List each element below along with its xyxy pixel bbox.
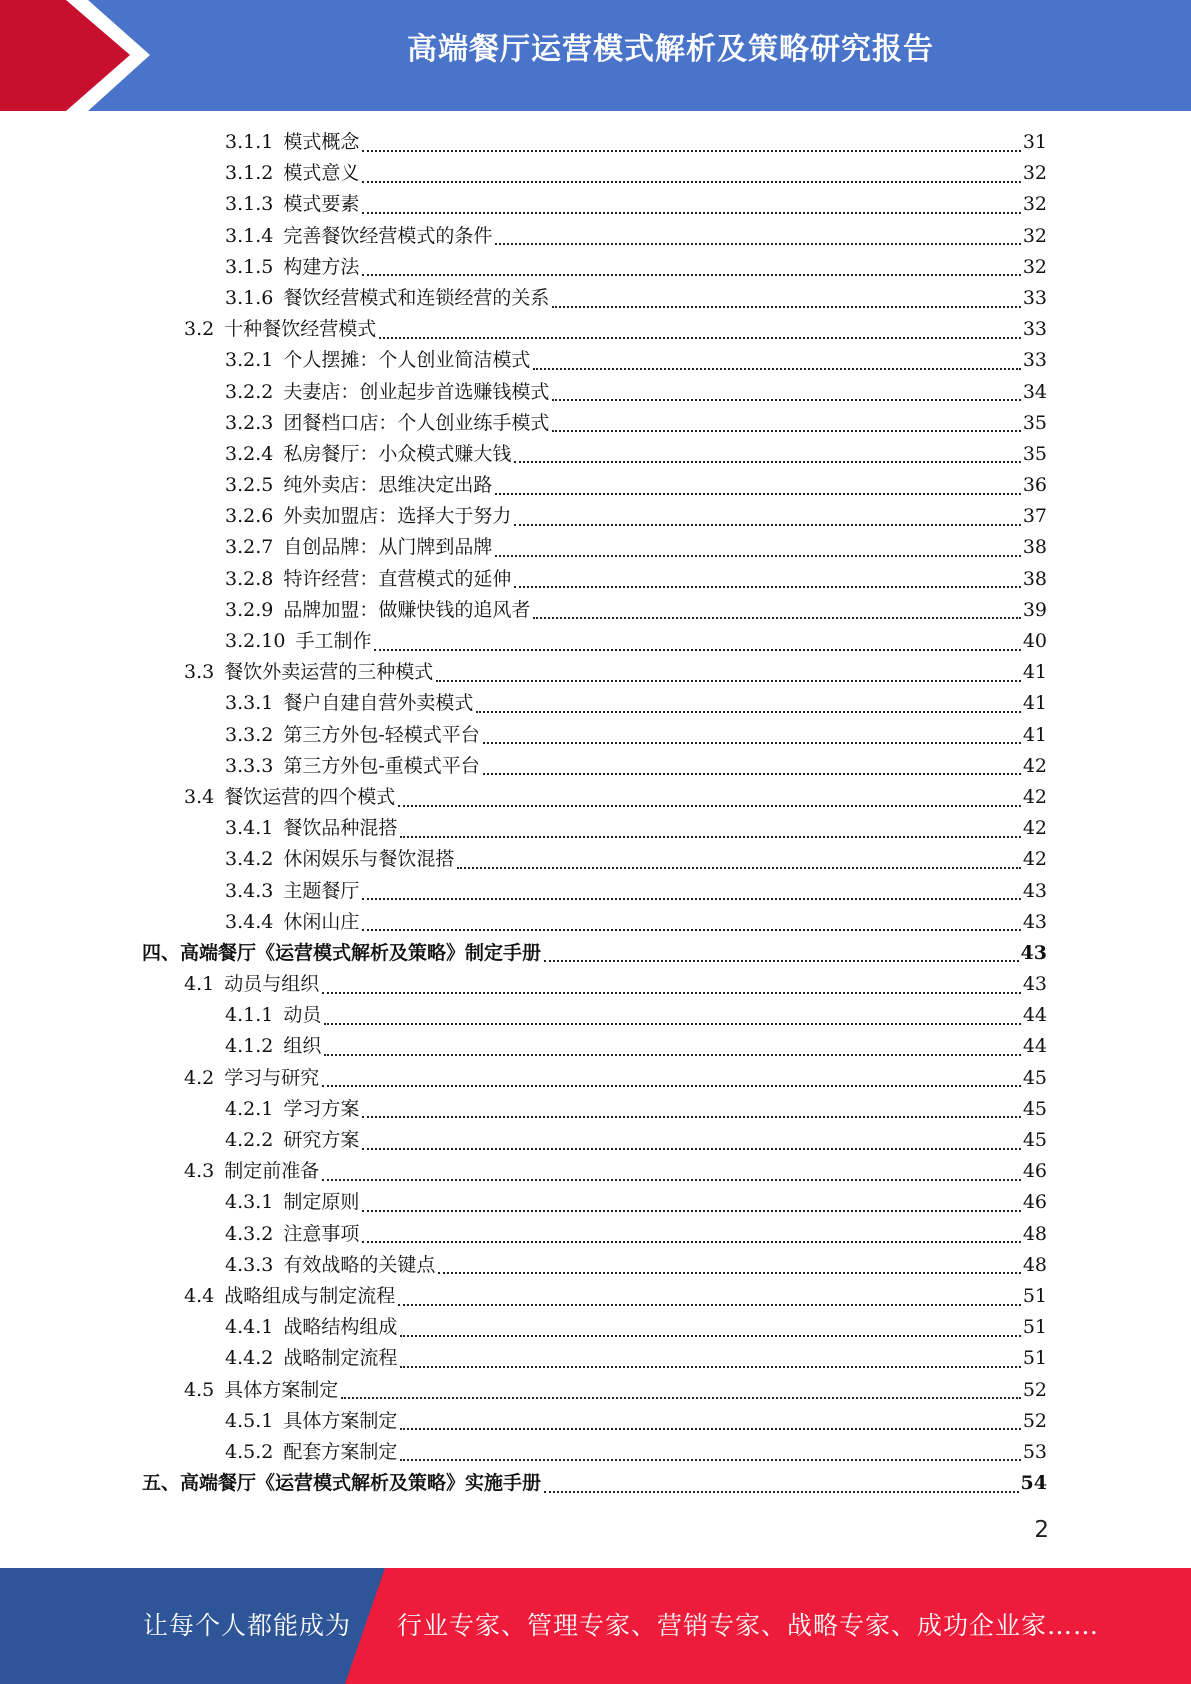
toc-entry-label xyxy=(225,876,359,907)
toc-entry-page: 42 xyxy=(1022,848,1047,871)
toc-entry[interactable] xyxy=(0,1125,1191,1156)
toc-dot-leader xyxy=(483,773,1021,775)
toc-entry-label xyxy=(225,158,359,189)
toc-entry-page: 45 xyxy=(1022,1066,1047,1089)
toc-dot-leader xyxy=(400,1366,1020,1368)
toc-entry-page: 42 xyxy=(1022,817,1047,840)
toc-entry-title: 模式要素 xyxy=(283,193,360,216)
toc-entry-page: 46 xyxy=(1022,1191,1047,1214)
toc-entry-label xyxy=(225,1219,359,1250)
toc-entry-title: 私房餐厅：小众模式赚大钱 xyxy=(283,442,512,465)
toc-entry-page: 33 xyxy=(1022,318,1047,341)
toc-entry-label xyxy=(225,688,473,719)
toc-dot-leader xyxy=(379,337,1021,339)
toc-entry[interactable] xyxy=(0,688,1191,719)
toc-entry-title: 具体方案制定 xyxy=(283,1409,398,1432)
toc-entry[interactable] xyxy=(0,189,1191,220)
toc-dot-leader xyxy=(400,1335,1020,1337)
toc-entry[interactable] xyxy=(0,283,1191,314)
toc-entry-page: 54 xyxy=(1020,1472,1047,1495)
toc-entry-page: 38 xyxy=(1022,567,1047,590)
toc-entry-title: 动员 xyxy=(283,1004,322,1027)
toc-entry-number: 3.1.2 xyxy=(225,162,274,185)
toc-dot-leader xyxy=(457,867,1020,869)
toc-entry-title: 第三方外包-重模式平台 xyxy=(283,754,480,777)
toc-entry-title: 五、高端餐厅《运营模式解析及策略》实施手册 xyxy=(142,1472,542,1495)
toc-entry[interactable] xyxy=(0,1000,1191,1031)
toc-entry-page: 51 xyxy=(1022,1284,1047,1307)
toc-entry-page: 44 xyxy=(1022,1035,1047,1058)
toc-entry[interactable] xyxy=(0,377,1191,408)
toc-entry[interactable] xyxy=(0,221,1191,252)
toc-entry-title: 学习方案 xyxy=(283,1097,360,1120)
toc-entry-label xyxy=(225,283,549,314)
toc-entry-page: 48 xyxy=(1022,1222,1047,1245)
toc-entry-title: 夫妻店：创业起步首选赚钱模式 xyxy=(283,380,550,403)
toc-entry-label xyxy=(225,1094,359,1125)
toc-entry-number: 4.1 xyxy=(184,973,215,996)
toc-entry-page: 42 xyxy=(1022,754,1047,777)
toc-entry-title: 模式意义 xyxy=(283,162,360,185)
toc-entry-page: 32 xyxy=(1022,193,1047,216)
toc-entry-label xyxy=(184,1063,319,1094)
toc-entry-number: 3.3 xyxy=(184,661,215,684)
toc-entry-page: 40 xyxy=(1022,630,1047,652)
toc-entry-number: 3.4 xyxy=(184,785,215,808)
toc-entry[interactable] xyxy=(0,1094,1191,1125)
toc-entry-title: 主题餐厅 xyxy=(283,879,360,902)
toc-entry-label xyxy=(142,938,541,969)
toc-entry-label xyxy=(225,189,359,220)
toc-entry[interactable] xyxy=(0,1468,1191,1499)
toc-entry-title: 餐饮运营的四个模式 xyxy=(224,785,396,808)
toc-entry-title: 第三方外包-轻模式平台 xyxy=(283,723,480,746)
toc-entry[interactable] xyxy=(0,1250,1191,1281)
toc-dot-leader xyxy=(322,992,1021,994)
toc-entry-page: 52 xyxy=(1022,1409,1047,1432)
toc-entry-label xyxy=(225,844,454,875)
toc-entry-number: 3.2.9 xyxy=(225,598,274,621)
toc-dot-leader xyxy=(322,1179,1021,1181)
table-of-contents xyxy=(0,127,1191,1499)
toc-entry-number: 3.1.6 xyxy=(225,286,274,309)
toc-dot-leader xyxy=(362,1116,1020,1118)
toc-entry-label xyxy=(225,907,359,938)
toc-dot-leader xyxy=(552,399,1020,401)
toc-entry-page: 43 xyxy=(1022,973,1047,996)
toc-entry-number: 3.4.4 xyxy=(225,910,274,933)
toc-entry[interactable] xyxy=(0,1343,1191,1374)
toc-entry[interactable] xyxy=(0,907,1191,938)
toc-entry-page: 46 xyxy=(1022,1160,1047,1183)
toc-entry-number: 3.4.2 xyxy=(225,848,274,871)
toc-entry-title: 团餐档口店：个人创业练手模式 xyxy=(283,411,550,434)
toc-entry-label xyxy=(225,1000,321,1031)
toc-entry-title: 四、高端餐厅《运营模式解析及策略》制定手册 xyxy=(142,941,542,964)
toc-entry-label xyxy=(225,720,480,751)
toc-entry-title: 自创品牌：从门牌到品牌 xyxy=(283,536,493,559)
toc-entry-title: 学习与研究 xyxy=(224,1066,320,1089)
toc-entry[interactable] xyxy=(0,720,1191,751)
report-title: 高端餐厅运营模式解析及策略研究报告 xyxy=(407,32,934,67)
toc-dot-leader xyxy=(398,805,1021,807)
toc-entry-title: 休闲娱乐与餐饮混搭 xyxy=(283,848,455,871)
toc-entry-label xyxy=(225,1312,397,1343)
toc-entry-number: 3.2.6 xyxy=(225,505,274,528)
toc-entry-page: 37 xyxy=(1022,505,1047,528)
toc-dot-leader xyxy=(483,742,1021,744)
toc-entry-page: 36 xyxy=(1022,474,1047,497)
toc-entry-number: 4.3.2 xyxy=(225,1222,274,1245)
toc-dot-leader xyxy=(362,212,1020,214)
toc-entry-label xyxy=(225,564,511,595)
toc-entry-title: 纯外卖店：思维决定出路 xyxy=(283,474,493,497)
toc-dot-leader xyxy=(436,680,1021,682)
page-number: 2 xyxy=(1034,1517,1049,1543)
toc-entry[interactable] xyxy=(0,252,1191,283)
toc-dot-leader xyxy=(362,1210,1020,1212)
toc-dot-leader xyxy=(514,524,1020,526)
toc-entry-page: 53 xyxy=(1022,1440,1047,1463)
toc-entry-label xyxy=(225,813,397,844)
toc-entry-label xyxy=(184,782,395,813)
toc-dot-leader xyxy=(400,836,1020,838)
toc-entry[interactable] xyxy=(0,408,1191,439)
toc-dot-leader xyxy=(362,1148,1020,1150)
toc-entry-page: 34 xyxy=(1022,380,1047,403)
toc-entry-title: 构建方法 xyxy=(283,255,360,278)
toc-entry-page: 43 xyxy=(1022,910,1047,933)
toc-entry-page: 52 xyxy=(1022,1378,1047,1401)
toc-entry-title: 组织 xyxy=(283,1035,322,1058)
toc-entry-number: 3.2.10 xyxy=(225,630,286,652)
toc-entry-title: 十种餐饮经营模式 xyxy=(224,318,377,341)
toc-entry-page: 43 xyxy=(1022,879,1047,902)
header-chevron-decoration xyxy=(0,0,160,111)
toc-entry[interactable] xyxy=(0,1312,1191,1343)
toc-entry-page: 31 xyxy=(1022,131,1047,153)
toc-entry-number: 3.1.4 xyxy=(225,224,274,247)
toc-entry-title: 动员与组织 xyxy=(224,973,320,996)
toc-entry-label xyxy=(184,1281,395,1312)
toc-entry-number: 3.4.3 xyxy=(225,879,274,902)
toc-entry-label xyxy=(225,626,371,657)
toc-entry-page: 42 xyxy=(1022,785,1047,808)
toc-entry-label xyxy=(225,252,359,283)
toc-dot-leader xyxy=(544,1491,1019,1493)
toc-entry-number: 3.2.5 xyxy=(225,474,274,497)
toc-entry-label xyxy=(225,751,480,782)
toc-entry-label xyxy=(225,1031,321,1062)
toc-entry-title: 手工制作 xyxy=(295,630,372,652)
toc-entry-label xyxy=(225,221,492,252)
toc-entry-label xyxy=(225,377,549,408)
toc-entry[interactable] xyxy=(0,1031,1191,1062)
toc-entry-number: 3.2.8 xyxy=(225,567,274,590)
toc-dot-leader xyxy=(544,960,1019,962)
toc-entry-label xyxy=(184,314,376,345)
toc-entry-title: 餐饮经营模式和连锁经营的关系 xyxy=(283,286,550,309)
toc-entry-label xyxy=(225,595,530,626)
toc-entry-page: 48 xyxy=(1022,1253,1047,1276)
toc-entry-title: 具体方案制定 xyxy=(224,1378,339,1401)
toc-entry-number: 4.1.2 xyxy=(225,1035,274,1058)
toc-entry-number: 3.3.2 xyxy=(225,723,274,746)
toc-entry[interactable] xyxy=(0,1063,1191,1094)
toc-entry-title: 制定原则 xyxy=(283,1191,360,1214)
toc-entry-page: 33 xyxy=(1022,286,1047,309)
toc-entry[interactable] xyxy=(0,969,1191,1000)
toc-dot-leader xyxy=(552,430,1020,432)
toc-entry-page: 41 xyxy=(1022,723,1047,746)
toc-dot-leader xyxy=(514,586,1020,588)
toc-entry-title: 完善餐饮经营模式的条件 xyxy=(283,224,493,247)
toc-entry[interactable] xyxy=(0,626,1191,657)
toc-dot-leader xyxy=(322,1085,1021,1087)
toc-entry-page: 43 xyxy=(1020,941,1047,964)
toc-dot-leader xyxy=(362,150,1020,152)
toc-entry-label xyxy=(225,408,549,439)
toc-entry-number: 3.1.1 xyxy=(225,131,274,153)
toc-entry-title: 战略制定流程 xyxy=(283,1347,398,1370)
toc-entry-label xyxy=(225,1406,397,1437)
toc-entry[interactable] xyxy=(0,813,1191,844)
toc-entry[interactable] xyxy=(0,1437,1191,1468)
toc-dot-leader xyxy=(362,1241,1020,1243)
toc-dot-leader xyxy=(552,306,1020,308)
toc-entry-label xyxy=(184,969,319,1000)
toc-entry-title: 餐饮品种混搭 xyxy=(283,817,398,840)
toc-entry-label xyxy=(225,345,530,376)
toc-entry-number: 4.2.2 xyxy=(225,1129,274,1151)
toc-entry-title: 制定前准备 xyxy=(224,1160,320,1183)
toc-entry[interactable] xyxy=(0,314,1191,345)
toc-dot-leader xyxy=(514,461,1020,463)
toc-entry-title: 有效战略的关键点 xyxy=(283,1253,436,1276)
toc-entry[interactable] xyxy=(0,1375,1191,1406)
toc-entry[interactable] xyxy=(0,938,1191,969)
toc-dot-leader xyxy=(438,1272,1020,1274)
toc-entry-label xyxy=(184,1156,319,1187)
toc-entry-page: 51 xyxy=(1022,1347,1047,1370)
toc-entry-page: 32 xyxy=(1022,162,1047,185)
toc-entry-label xyxy=(225,1250,435,1281)
toc-entry-label xyxy=(225,1343,397,1374)
toc-entry-title: 战略组成与制定流程 xyxy=(224,1284,396,1307)
toc-entry-title: 特许经营：直营模式的延伸 xyxy=(283,567,512,590)
toc-entry-label xyxy=(225,1437,397,1468)
toc-entry-number: 3.1.5 xyxy=(225,255,274,278)
toc-dot-leader xyxy=(495,243,1020,245)
toc-entry[interactable] xyxy=(0,1406,1191,1437)
toc-entry-title: 品牌加盟：做赚快钱的追风者 xyxy=(283,598,531,621)
toc-entry-label xyxy=(225,439,511,470)
toc-entry-label xyxy=(184,1375,338,1406)
toc-entry-number: 4.4 xyxy=(184,1284,215,1307)
toc-entry-page: 32 xyxy=(1022,224,1047,247)
toc-entry-page: 35 xyxy=(1022,442,1047,465)
toc-entry-number: 4.2.1 xyxy=(225,1097,274,1120)
toc-entry-title: 注意事项 xyxy=(283,1222,360,1245)
toc-entry-number: 3.2.7 xyxy=(225,536,274,559)
toc-entry-title: 餐饮外卖运营的三种模式 xyxy=(224,661,434,684)
toc-entry[interactable] xyxy=(0,564,1191,595)
toc-entry-label xyxy=(225,501,511,532)
toc-entry-number: 4.4.2 xyxy=(225,1347,274,1370)
toc-entry-number: 4.5 xyxy=(184,1378,215,1401)
toc-entry-page: 45 xyxy=(1022,1129,1047,1151)
toc-entry-number: 3.2 xyxy=(184,318,215,341)
toc-entry-label xyxy=(225,1125,359,1156)
toc-entry[interactable] xyxy=(0,657,1191,688)
toc-entry-label xyxy=(225,470,492,501)
toc-dot-leader xyxy=(324,1054,1020,1056)
toc-entry-title: 个人摆摊：个人创业简洁模式 xyxy=(283,349,531,372)
toc-entry[interactable] xyxy=(0,345,1191,376)
toc-entry-title: 战略结构组成 xyxy=(283,1316,398,1339)
toc-entry-page: 45 xyxy=(1022,1097,1047,1120)
toc-entry[interactable] xyxy=(0,501,1191,532)
toc-entry[interactable] xyxy=(0,158,1191,189)
toc-dot-leader xyxy=(362,274,1020,276)
toc-entry[interactable] xyxy=(0,127,1191,158)
toc-entry-number: 4.4.1 xyxy=(225,1316,274,1339)
toc-dot-leader xyxy=(362,929,1020,931)
toc-entry-number: 4.1.1 xyxy=(225,1004,274,1027)
toc-dot-leader xyxy=(400,1459,1020,1461)
toc-entry-page: 35 xyxy=(1022,411,1047,434)
toc-entry-title: 餐户自建自营外卖模式 xyxy=(283,692,474,715)
toc-dot-leader xyxy=(341,1397,1021,1399)
toc-entry-label xyxy=(184,657,433,688)
toc-entry-label xyxy=(142,1468,541,1499)
toc-entry-number: 3.2.4 xyxy=(225,442,274,465)
toc-entry-page: 41 xyxy=(1022,692,1047,715)
toc-entry-page: 44 xyxy=(1022,1004,1047,1027)
toc-entry[interactable] xyxy=(0,595,1191,626)
toc-dot-leader xyxy=(533,617,1020,619)
toc-dot-leader xyxy=(324,1023,1020,1025)
toc-entry-title: 休闲山庄 xyxy=(283,910,360,933)
page-header xyxy=(0,0,1191,111)
footer-slogan-roles: 行业专家、管理专家、营销专家、战略专家、成功企业家…… xyxy=(397,1611,1100,1640)
toc-dot-leader xyxy=(495,493,1020,495)
footer-slogan-lead: 让每个人都能成为 xyxy=(143,1611,352,1640)
toc-entry-title: 外卖加盟店：选择大于努力 xyxy=(283,505,512,528)
toc-entry-number: 3.2.3 xyxy=(225,411,274,434)
toc-dot-leader xyxy=(495,555,1020,557)
toc-dot-leader xyxy=(374,649,1020,651)
toc-entry-number: 4.5.2 xyxy=(225,1440,274,1463)
toc-entry-number: 4.3.1 xyxy=(225,1191,274,1214)
toc-entry[interactable] xyxy=(0,470,1191,501)
toc-entry-page: 32 xyxy=(1022,255,1047,278)
toc-entry-number: 3.1.3 xyxy=(225,193,274,216)
toc-entry-title: 模式概念 xyxy=(283,131,360,153)
toc-entry-number: 4.3.3 xyxy=(225,1253,274,1276)
toc-entry-number: 3.3.3 xyxy=(225,754,274,777)
toc-entry-title: 研究方案 xyxy=(283,1129,360,1151)
toc-entry[interactable] xyxy=(0,1219,1191,1250)
toc-entry[interactable] xyxy=(0,876,1191,907)
toc-entry-label xyxy=(225,532,492,563)
toc-dot-leader xyxy=(476,711,1020,713)
toc-entry-number: 4.5.1 xyxy=(225,1409,274,1432)
toc-entry[interactable] xyxy=(0,1156,1191,1187)
toc-entry-number: 4.3 xyxy=(184,1160,215,1183)
toc-dot-leader xyxy=(533,368,1020,370)
toc-dot-leader xyxy=(362,898,1020,900)
toc-entry-page: 51 xyxy=(1022,1316,1047,1339)
toc-entry-page: 33 xyxy=(1022,349,1047,372)
toc-entry-title: 配套方案制定 xyxy=(283,1440,398,1463)
toc-dot-leader xyxy=(362,181,1020,183)
toc-entry-page: 39 xyxy=(1022,598,1047,621)
toc-entry[interactable] xyxy=(0,782,1191,813)
toc-entry[interactable] xyxy=(0,1187,1191,1218)
toc-entry[interactable] xyxy=(0,532,1191,563)
toc-entry-label xyxy=(225,127,359,158)
toc-entry-number: 3.3.1 xyxy=(225,692,274,715)
toc-entry-number: 3.4.1 xyxy=(225,817,274,840)
toc-dot-leader xyxy=(398,1304,1021,1306)
toc-entry-page: 41 xyxy=(1022,661,1047,684)
toc-entry[interactable] xyxy=(0,844,1191,875)
toc-entry[interactable] xyxy=(0,751,1191,782)
toc-entry-number: 3.2.2 xyxy=(225,380,274,403)
toc-entry[interactable] xyxy=(0,1281,1191,1312)
page-footer xyxy=(0,1568,1191,1684)
toc-entry-label xyxy=(225,1187,359,1218)
toc-entry-page: 38 xyxy=(1022,536,1047,559)
toc-entry-number: 4.2 xyxy=(184,1066,215,1089)
toc-entry-number: 3.2.1 xyxy=(225,349,274,372)
toc-dot-leader xyxy=(400,1428,1020,1430)
toc-entry[interactable] xyxy=(0,439,1191,470)
